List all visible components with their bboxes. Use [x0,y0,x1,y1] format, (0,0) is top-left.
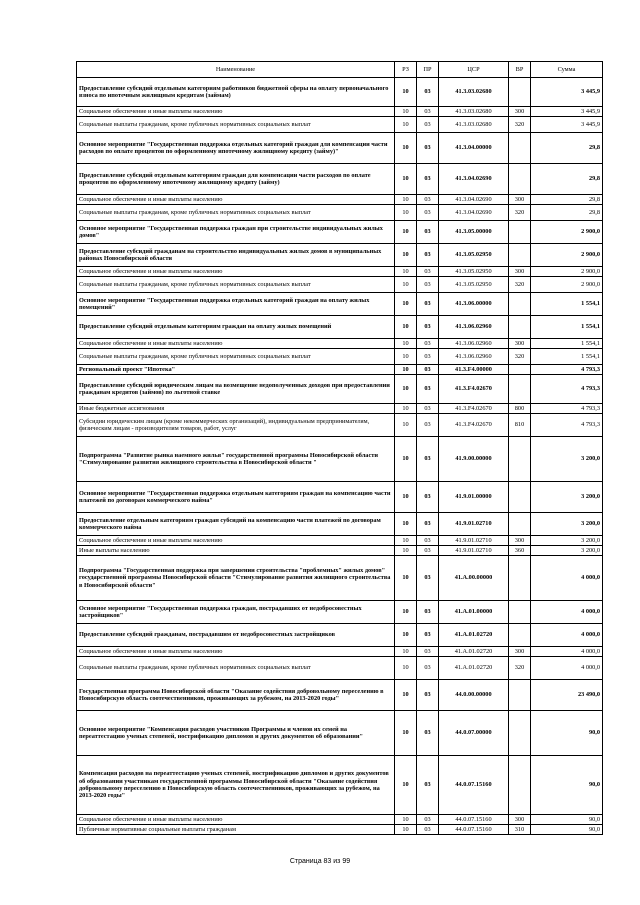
cell-vr [509,221,531,244]
table-body [77,78,603,835]
table-row [77,825,603,835]
cell-name: Основное мероприятие "Государственная поддержка отдельным категориям граждан на компенсацию части платежей по договорам коммерческого найма" [77,482,395,513]
cell-sum: 2 900,0 [531,221,603,244]
cell-sum: 90,0 [531,711,603,756]
cell-vr: 320 [509,349,531,365]
cell-name: Социальные выплаты гражданам, кроме публичных нормативных социальных выплат [77,205,395,221]
table-row [77,414,603,437]
cell-csr: 41.3.F4.02670 [439,414,509,437]
cell-csr: 44.0.07.15160 [439,756,509,815]
cell-pr: 03 [417,404,439,414]
table-row [77,657,603,680]
table-row [77,349,603,365]
cell-csr: 41.3.05.02950 [439,244,509,267]
cell-sum: 3 200,0 [531,482,603,513]
cell-pr: 03 [417,78,439,107]
cell-csr: 44.0.00.00000 [439,680,509,711]
cell-name: Основное мероприятие "Государственная поддержка граждан, пострадавших от недобросовестных застройщиков" [77,601,395,624]
cell-name: Предоставление субсидий отдельным категориям граждан на оплату жилых помещений [77,316,395,339]
cell-csr: 41.9.00.00000 [439,437,509,482]
cell-name: Основное мероприятие "Компенсация расходов участников Программы и членов их семей на переаттестацию ученых степеней, нострификацию дипломов и других документов об образовании" [77,711,395,756]
cell-pr: 03 [417,482,439,513]
cell-vr: 300 [509,339,531,349]
cell-pr: 03 [417,365,439,375]
cell-rz: 10 [395,107,417,117]
cell-name: Предоставление субсидий гражданам, пострадавшим от недобросовестных застройщиков [77,624,395,647]
cell-pr: 03 [417,414,439,437]
cell-rz: 10 [395,482,417,513]
cell-rz: 10 [395,711,417,756]
cell-pr: 03 [417,195,439,205]
cell-csr: 41.3.F4.02670 [439,375,509,404]
cell-name: Основное мероприятие "Государственная поддержка граждан при строительстве индивидуальных жилых домов" [77,221,395,244]
cell-sum: 3 200,0 [531,546,603,556]
cell-pr: 03 [417,536,439,546]
cell-vr [509,164,531,195]
cell-name: Социальное обеспечение и иные выплаты населению [77,267,395,277]
table-row [77,815,603,825]
cell-name: Предоставление субсидий юридическим лицам на возмещение недополученных доходов при предоставлении гражданам кредитов (займов) по льготной ставке [77,375,395,404]
cell-csr: 41.А.01.02720 [439,647,509,657]
table-row [77,267,603,277]
cell-name: Иные выплаты населению [77,546,395,556]
header-csr: ЦСР [439,62,509,78]
cell-pr: 03 [417,657,439,680]
cell-sum: 4 793,3 [531,375,603,404]
cell-csr: 44.0.07.15160 [439,825,509,835]
cell-csr: 41.3.06.02960 [439,349,509,365]
cell-csr: 41.3.04.02690 [439,205,509,221]
cell-csr: 41.3.05.02950 [439,277,509,293]
cell-vr [509,437,531,482]
table-row [77,221,603,244]
cell-sum: 29,8 [531,195,603,205]
cell-sum: 3 200,0 [531,513,603,536]
cell-name: Иные бюджетные ассигнования [77,404,395,414]
cell-csr: 41.3.04.02690 [439,164,509,195]
cell-vr [509,133,531,164]
cell-pr: 03 [417,293,439,316]
cell-csr: 41.3.05.00000 [439,221,509,244]
cell-pr: 03 [417,277,439,293]
cell-pr: 03 [417,267,439,277]
cell-csr: 41.А.00.00000 [439,556,509,601]
cell-pr: 03 [417,339,439,349]
table-row [77,107,603,117]
table-row [77,756,603,815]
cell-sum: 29,8 [531,133,603,164]
cell-sum: 23 490,0 [531,680,603,711]
cell-sum: 4 000,0 [531,624,603,647]
table-row [77,205,603,221]
cell-vr [509,293,531,316]
cell-name: Социальное обеспечение и иные выплаты населению [77,536,395,546]
table-row [77,117,603,133]
cell-sum: 4 000,0 [531,647,603,657]
cell-rz: 10 [395,195,417,205]
header-sum: Сумма [531,62,603,78]
cell-sum: 2 900,0 [531,277,603,293]
cell-name: Социальное обеспечение и иные выплаты населению [77,815,395,825]
cell-sum: 2 900,0 [531,267,603,277]
cell-rz: 10 [395,221,417,244]
cell-sum: 90,0 [531,815,603,825]
cell-vr: 310 [509,825,531,835]
cell-vr [509,601,531,624]
table-row [77,601,603,624]
cell-pr: 03 [417,556,439,601]
cell-sum: 3 200,0 [531,437,603,482]
cell-name: Основное мероприятие "Государственная поддержка отдельных категорий граждан на оплату жилых помещений" [77,293,395,316]
cell-sum: 4 793,3 [531,365,603,375]
cell-pr: 03 [417,756,439,815]
cell-sum: 2 900,0 [531,244,603,267]
cell-pr: 03 [417,221,439,244]
cell-csr: 41.9.01.02710 [439,536,509,546]
cell-rz: 10 [395,624,417,647]
table-header-row [77,62,603,78]
cell-pr: 03 [417,244,439,267]
cell-sum: 3 200,0 [531,536,603,546]
cell-rz: 10 [395,601,417,624]
cell-vr: 320 [509,205,531,221]
cell-rz: 10 [395,825,417,835]
cell-pr: 03 [417,513,439,536]
cell-rz: 10 [395,293,417,316]
cell-vr [509,556,531,601]
table-row [77,365,603,375]
cell-csr: 41.3.F4.00000 [439,365,509,375]
cell-rz: 10 [395,536,417,546]
table-row [77,482,603,513]
cell-rz: 10 [395,117,417,133]
cell-vr: 300 [509,647,531,657]
cell-name: Социальные выплаты гражданам, кроме публичных нормативных социальных выплат [77,277,395,293]
cell-csr: 41.3.06.00000 [439,293,509,316]
cell-pr: 03 [417,117,439,133]
table-row [77,437,603,482]
cell-csr: 44.0.07.00000 [439,711,509,756]
cell-csr: 41.9.01.02710 [439,513,509,536]
cell-name: Социальное обеспечение и иные выплаты населению [77,647,395,657]
cell-sum: 3 445,9 [531,107,603,117]
cell-csr: 41.3.03.02680 [439,117,509,133]
cell-rz: 10 [395,339,417,349]
cell-sum: 3 445,9 [531,78,603,107]
cell-pr: 03 [417,107,439,117]
cell-name: Социальные выплаты гражданам, кроме публичных нормативных социальных выплат [77,349,395,365]
cell-rz: 10 [395,657,417,680]
page-footer: Страница 83 из 99 [289,858,351,865]
table-row [77,293,603,316]
table-row [77,536,603,546]
table-row [77,546,603,556]
table-row [77,133,603,164]
table-row [77,680,603,711]
table-row [77,556,603,601]
cell-sum: 1 554,1 [531,339,603,349]
table-row [77,277,603,293]
cell-vr [509,244,531,267]
cell-rz: 10 [395,680,417,711]
cell-vr [509,513,531,536]
cell-name: Социальное обеспечение и иные выплаты населению [77,107,395,117]
cell-name: Предоставление отдельным категориям граждан субсидий на компенсацию части платежей по договорам коммерческого найма [77,513,395,536]
cell-rz: 10 [395,316,417,339]
cell-name: Социальные выплаты гражданам, кроме публичных нормативных социальных выплат [77,657,395,680]
cell-csr: 41.3.03.02680 [439,107,509,117]
cell-pr: 03 [417,316,439,339]
cell-vr: 300 [509,267,531,277]
cell-sum: 4 793,3 [531,404,603,414]
cell-name: Предоставление субсидий отдельным категориям граждан для компенсации части расходов по оплате процентов по оформленному ипотечному жилищному кредиту (займу) [77,164,395,195]
cell-rz: 10 [395,375,417,404]
header-rz: РЗ [395,62,417,78]
cell-vr [509,756,531,815]
cell-vr: 300 [509,536,531,546]
budget-table-page [76,61,602,835]
cell-vr [509,316,531,339]
header-pr: ПР [417,62,439,78]
cell-pr: 03 [417,437,439,482]
cell-pr: 03 [417,647,439,657]
table-row [77,404,603,414]
cell-rz: 10 [395,756,417,815]
cell-rz: 10 [395,513,417,536]
table-row [77,513,603,536]
table-row [77,195,603,205]
table-row [77,647,603,657]
cell-pr: 03 [417,711,439,756]
cell-csr: 41.9.01.00000 [439,482,509,513]
cell-rz: 10 [395,546,417,556]
cell-name: Субсидии юридическим лицам (кроме некоммерческих организаций), индивидуальным предпринимателям, физическим лицам - производителям товаров, работ, услуг [77,414,395,437]
cell-vr [509,78,531,107]
cell-pr: 03 [417,825,439,835]
table-row [77,624,603,647]
cell-vr: 320 [509,277,531,293]
cell-vr: 800 [509,404,531,414]
cell-sum: 1 554,1 [531,316,603,339]
cell-csr: 44.0.07.15160 [439,815,509,825]
cell-pr: 03 [417,815,439,825]
cell-vr [509,680,531,711]
table-row [77,164,603,195]
cell-csr: 41.А.01.02720 [439,624,509,647]
budget-table [76,61,603,835]
cell-csr: 41.А.01.02720 [439,657,509,680]
cell-csr: 41.3.03.02680 [439,78,509,107]
table-row [77,244,603,267]
cell-vr [509,711,531,756]
cell-rz: 10 [395,365,417,375]
cell-sum: 90,0 [531,756,603,815]
cell-name: Социальные выплаты гражданам, кроме публичных нормативных социальных выплат [77,117,395,133]
cell-pr: 03 [417,601,439,624]
cell-sum: 90,0 [531,825,603,835]
cell-name: Основное мероприятие "Государственная поддержка отдельных категорий граждан для компенсации части расходов по оплате процентов по оформленному ипотечному жилищному кредиту (займу)" [77,133,395,164]
table-row [77,78,603,107]
cell-vr: 300 [509,195,531,205]
cell-vr: 810 [509,414,531,437]
cell-rz: 10 [395,437,417,482]
cell-name: Предоставление субсидий отдельным категориям работников бюджетной сферы на оплату первоначального взноса по ипотечным жилищным кредитам (займам) [77,78,395,107]
cell-name: Социальное обеспечение и иные выплаты населению [77,195,395,205]
cell-rz: 10 [395,556,417,601]
cell-csr: 41.3.05.02950 [439,267,509,277]
cell-vr [509,375,531,404]
cell-name: Подпрограмма "Государственная поддержка при завершении строительства "проблемных" жилых домов" государственной программы Новосибирской области "Стимулирование развития жилищного строительства в Новосибирской области" [77,556,395,601]
cell-csr: 41.А.01.00000 [439,601,509,624]
cell-pr: 03 [417,375,439,404]
cell-rz: 10 [395,277,417,293]
cell-pr: 03 [417,133,439,164]
header-vr: ВР [509,62,531,78]
cell-name: Публичные нормативные социальные выплаты гражданам [77,825,395,835]
cell-csr: 41.3.04.02690 [439,195,509,205]
cell-rz: 10 [395,164,417,195]
cell-pr: 03 [417,164,439,195]
cell-rz: 10 [395,404,417,414]
cell-vr: 320 [509,117,531,133]
cell-name: Государственная программа Новосибирской области "Оказание содействия добровольному переселению в Новосибирскую область соотечественников, проживающих за рубежом, на 2013-2020 годы" [77,680,395,711]
cell-csr: 41.9.01.02710 [439,546,509,556]
cell-name: Региональный проект "Ипотека" [77,365,395,375]
cell-vr [509,365,531,375]
cell-csr: 41.3.F4.02670 [439,404,509,414]
cell-csr: 41.3.04.00000 [439,133,509,164]
cell-pr: 03 [417,349,439,365]
cell-vr [509,482,531,513]
cell-name: Подпрограмма "Развитие рынка наемного жилья" государственной программы Новосибирской области "Стимулирование развития жилищного строительства в Новосибирской области " [77,437,395,482]
cell-sum: 1 554,1 [531,349,603,365]
cell-pr: 03 [417,205,439,221]
cell-rz: 10 [395,267,417,277]
cell-name: Предоставление субсидий гражданам на строительство индивидуальных жилых домов в муниципальных районах Новосибирской области [77,244,395,267]
cell-sum: 29,8 [531,164,603,195]
header-name: Наименование [77,62,395,78]
table-row [77,375,603,404]
cell-rz: 10 [395,78,417,107]
cell-vr: 360 [509,546,531,556]
cell-rz: 10 [395,647,417,657]
cell-rz: 10 [395,349,417,365]
cell-sum: 29,8 [531,205,603,221]
cell-vr: 300 [509,107,531,117]
cell-rz: 10 [395,414,417,437]
cell-vr: 320 [509,657,531,680]
cell-pr: 03 [417,680,439,711]
cell-csr: 41.3.06.02960 [439,316,509,339]
cell-rz: 10 [395,815,417,825]
cell-sum: 3 445,9 [531,117,603,133]
table-row [77,339,603,349]
cell-name: Социальное обеспечение и иные выплаты населению [77,339,395,349]
cell-vr [509,624,531,647]
cell-vr: 300 [509,815,531,825]
cell-csr: 41.3.06.02960 [439,339,509,349]
cell-rz: 10 [395,133,417,164]
cell-rz: 10 [395,244,417,267]
cell-name: Компенсация расходов на переаттестацию ученых степеней, нострификацию дипломов и других документов об образовании участникам государственной программы Новосибирской области "Оказание содействия добровольному переселению в Новосибирскую область соотечественников, проживающих за рубежом, на 2013-2020 годы" [77,756,395,815]
cell-rz: 10 [395,205,417,221]
cell-pr: 03 [417,624,439,647]
cell-sum: 1 554,1 [531,293,603,316]
table-row [77,711,603,756]
table-row [77,316,603,339]
cell-sum: 4 793,3 [531,414,603,437]
cell-sum: 4 000,0 [531,657,603,680]
cell-sum: 4 000,0 [531,601,603,624]
cell-sum: 4 000,0 [531,556,603,601]
cell-pr: 03 [417,546,439,556]
